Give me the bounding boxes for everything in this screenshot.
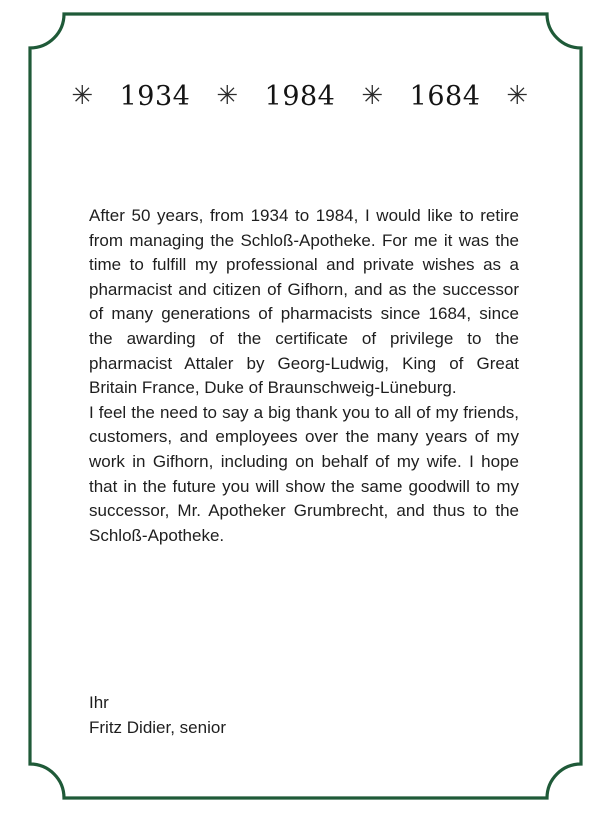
year-1984: 1984: [264, 80, 336, 112]
asterisk-icon: ✳: [71, 81, 94, 111]
letter-paragraph-2: I feel the need to say a big thank you to all of my friends, customers, and employees over the many years of my work in Gifhorn, including on behalf of my wife. I hope that in the future you will show the same goodwill to my successor, Mr. Apotheker Grumbrecht, and thus to the Schloß-Apotheke.: [89, 402, 519, 545]
signer-name: Fritz Didier, senior: [89, 718, 226, 737]
asterisk-icon: ✳: [361, 81, 384, 111]
asterisk-icon: ✳: [216, 81, 239, 111]
asterisk-icon: ✳: [506, 81, 529, 111]
closing-text: Ihr: [89, 693, 109, 712]
year-1684: 1684: [409, 80, 481, 112]
year-1934: 1934: [119, 80, 191, 112]
letter-paragraph-1: After 50 years, from 1934 to 1984, I would like to retire from managing the Schloß-Apotheke. For me it was the time to fulfill my professional and private wishes as a pharmacist and citizen of Gifhorn, and as the successor of many generations of pharmacists since 1684, since the awarding of the certificate of privilege to the pharmacist Attaler by Georg-Ludwig, King of Great Britain France, Duke of Braunschweig-Lüneburg.: [89, 206, 519, 398]
signature-block: [89, 690, 389, 740]
year-header: [60, 72, 540, 120]
letter-body: [89, 204, 519, 548]
